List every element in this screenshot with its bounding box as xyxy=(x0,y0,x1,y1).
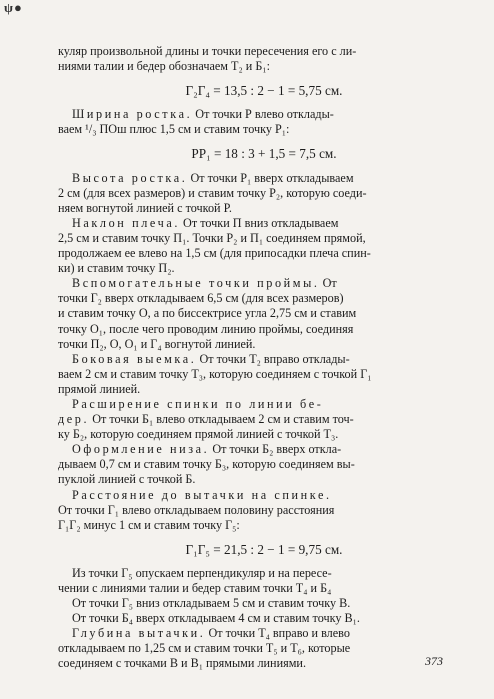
paragraph-dart-depth xyxy=(58,626,470,641)
paragraph-armhole-points xyxy=(58,276,470,291)
formula: Г₁Г₅ = 21,5 : 2 − 1 = 9,75 см. xyxy=(185,541,343,557)
text-line: 2,5 см и ставим точку П₁. Точки Р₂ и П₁ соединяем прямой, xyxy=(58,230,366,245)
formula: РР₁ = 18 : 3 + 1,5 = 7,5 см. xyxy=(191,146,337,162)
text-line: соединяем с точками В и В₁ прямыми линиями. xyxy=(58,656,306,671)
text-span: От точки Р влево отклады- xyxy=(192,107,334,122)
text-line: куляр произвольной длины и точки пересечения его с ли- xyxy=(58,44,357,58)
page-number: 373 xyxy=(425,654,443,668)
body-text xyxy=(58,44,470,672)
corner-mark: ψ● xyxy=(4,0,23,15)
section-heading: Расширение спинки по линии бе- xyxy=(72,396,324,411)
text-span: От точки Р₁ вверх откладываем xyxy=(187,170,354,185)
text-line: дываем 0,7 см и ставим точку Б₃, которую соединяем вы- xyxy=(58,457,355,472)
text-line: От точки Б₄ вверх откладываем 4 см и ставим точку В₁. xyxy=(72,611,360,626)
paragraph-side-recess xyxy=(58,352,470,367)
section-heading: Оформление низа. xyxy=(72,442,210,457)
section-heading: Расстояние до вытачки на спинке. xyxy=(72,487,332,502)
text-line: няем вогнутой линией с точкой Р. xyxy=(58,200,232,215)
text-span: От точки Б₂ вверх откла- xyxy=(209,442,342,457)
text-line: От точки Г₅ вниз откладываем 5 см и ставим точку В. xyxy=(72,596,351,611)
text-span: От точки П вниз откладываем xyxy=(179,215,339,230)
text-span: От точки T₄ вправо и влево xyxy=(205,626,350,641)
text-line: ку Б₂, которую соединяем прямой линией с точкой T₃. xyxy=(58,427,339,442)
text-line: От точки Г₁ влево откладываем половину расстояния xyxy=(58,502,335,517)
text-line: точки Г₂ вверх откладываем 6,5 см (для всех размеров) xyxy=(58,291,344,306)
paragraph-back-widening xyxy=(58,412,470,427)
text-line: ваем ¹/₃ ПОш плюс 1,5 см и ставим точку Р₁: xyxy=(58,122,290,137)
section-heading: Вспомогательные точки проймы. xyxy=(72,276,320,291)
text-line: ваем 2 см и ставим точку T₃, которую соединяем с точкой Г₁ xyxy=(58,366,372,381)
text-line: откладываем по 1,25 см и ставим точки T₅ и T₆, которые xyxy=(58,641,351,656)
paragraph-rostok-height xyxy=(58,171,470,186)
section-heading: Высота ростка. xyxy=(72,170,188,185)
text-line: Г₁Г₂ минус 1 см и ставим точку Г₅: xyxy=(58,517,240,532)
section-heading: дер. xyxy=(58,412,90,427)
text-span: От точки Б₁ влево откладываем 2 см и ставим точ- xyxy=(89,412,354,427)
section-heading: Боковая выемка. xyxy=(72,351,197,366)
paragraph-shoulder-slope xyxy=(58,216,470,231)
text-line: 2 см (для всех размеров) и ставим точку Р₂, которую соеди- xyxy=(58,185,367,200)
section-heading: Ширина ростка. xyxy=(72,107,193,122)
text-span: От точки T₂ вправо отклады- xyxy=(196,351,350,366)
formula: Г₂Г₄ = 13,5 : 2 − 1 = 5,75 см. xyxy=(185,83,343,99)
section-heading: Наклон плеча. xyxy=(72,215,180,230)
paragraph-hem-shaping xyxy=(58,442,470,457)
text-line: ки) и ставим точку П₂. xyxy=(58,261,175,276)
text-line: продолжаем ее влево на 1,5 см (для припосадки плеча спин- xyxy=(58,246,371,261)
text-line: Из точки Г₅ опускаем перпендикуляр и на пересе- xyxy=(72,565,332,580)
text-line: точку О₁, после чего проводим линию проймы, соединяя xyxy=(58,321,354,336)
text-line: ниями талии и бедер обозначаем T₂ и Б₁: xyxy=(58,59,271,74)
text-line: и ставим точку О, а по биссектрисе угла 2,75 см и ставим xyxy=(58,306,357,321)
text-span: От xyxy=(319,276,337,291)
text-line: точки П₂, О, О₁ и Г₄ вогнутой линией. xyxy=(58,336,256,351)
text-line: чении с линиями талии и бедер ставим точки T₄ и Б₄ xyxy=(58,581,332,595)
text-line: пуклой линией с точкой Б. xyxy=(58,472,196,487)
text-line: прямой линией. xyxy=(58,381,141,396)
paragraph-rostok-width xyxy=(58,107,470,122)
section-heading: Глубина вытачки. xyxy=(72,626,206,641)
